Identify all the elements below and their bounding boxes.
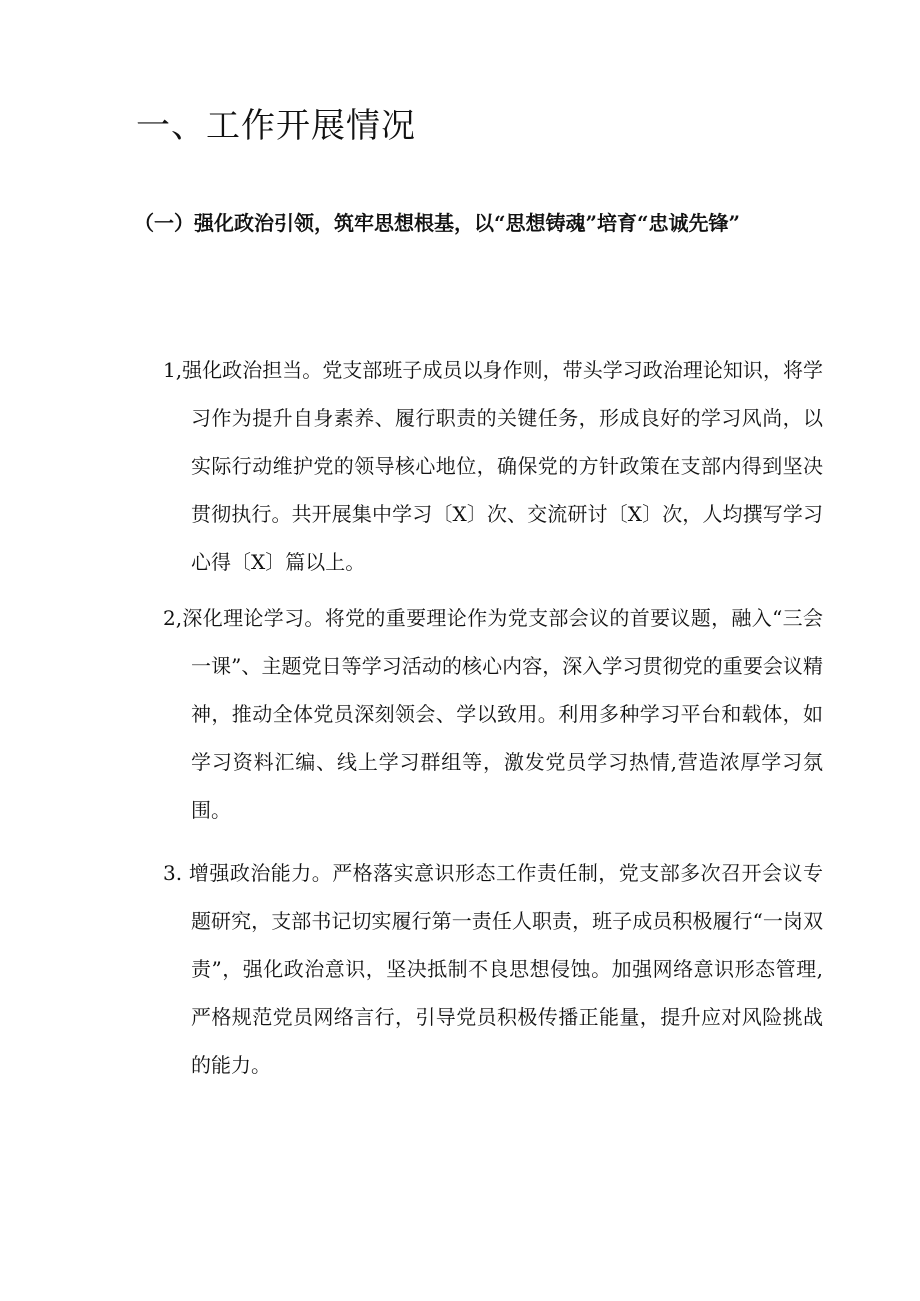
paragraph-text: 深化理论学习。将党的重要理论作为党支部会议的首要议题，融入“三会一课”、主题党日等学习活动的核心内容，深入学习贯彻党的重要会议精神，推动全体党员深刻领会、学以致用。利用多种学习平台和载体，如学习资料汇编、线上学习群组等，激发党员学习热情,营造浓厚学习氛围。 [182, 606, 823, 822]
paragraph-number: 3. [163, 861, 189, 885]
paragraph-item [163, 346, 823, 586]
paragraph-item [163, 849, 823, 1089]
paragraph-number: 2, [163, 606, 183, 630]
paragraph-text: 强化政治担当。党支部班子成员以身作则，带头学习政治理论知识，将学习作为提升自身素养、履行职责的关键任务，形成良好的学习风尚，以实际行动维护党的领导核心地位，确保党的方针政策在支部内得到坚决贯彻执行。共开展集中学习〔X〕次、交流研讨〔X〕次，人均撰写学习心得〔X〕篇以上。 [182, 358, 823, 574]
paragraph-number: 1, [163, 358, 183, 382]
paragraph-item [163, 594, 823, 834]
section-heading: 一、工作开展情况 [136, 106, 416, 146]
subsection-heading: （一）强化政治引领，筑牢思想根基，以“思想铸魂”培育“忠诚先锋” [134, 211, 741, 235]
paragraph-text: 增强政治能力。严格落实意识形态工作责任制，党支部多次召开会议专题研究，支部书记切实履行第一责任人职责，班子成员积极履行“一岗双责”，强化政治意识，坚决抵制不良思想侵蚀。加强网络意识形态管理,严格规范党员网络言行，引导党员积极传播正能量，提升应对风险挑战的能力。 [188, 861, 823, 1077]
